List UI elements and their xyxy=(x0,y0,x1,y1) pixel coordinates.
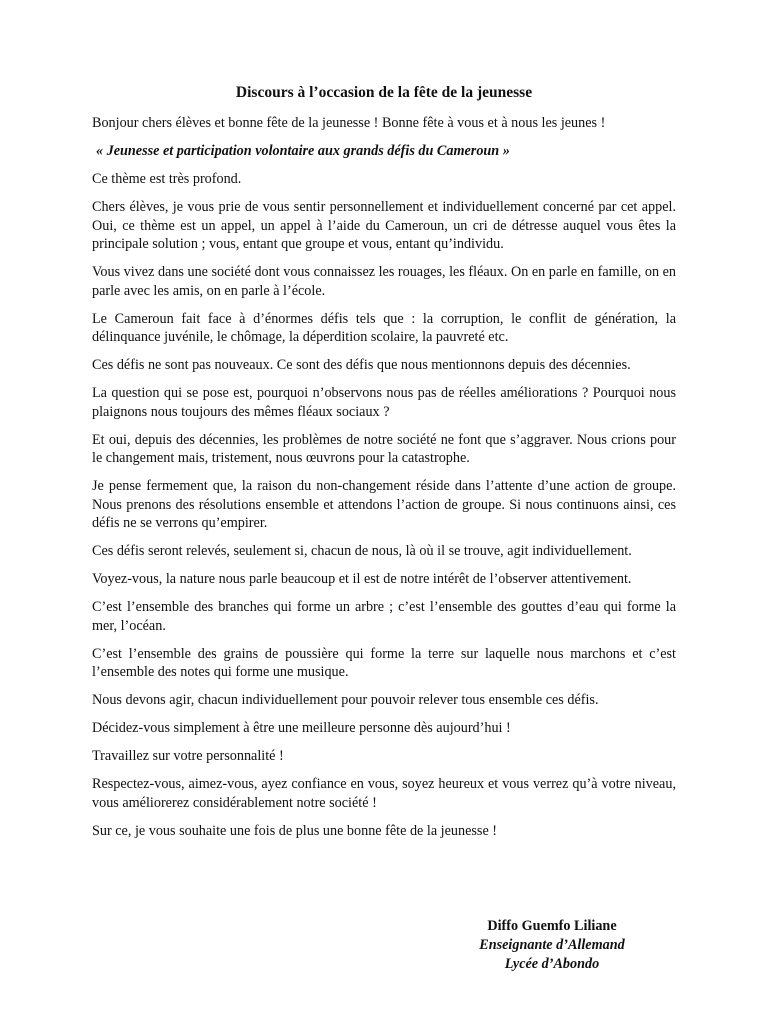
paragraph: C’est l’ensemble des grains de poussière qui forme la terre sur laquelle nous marchons et c’est l’ensemble des notes qui forme une musique. xyxy=(92,645,676,680)
paragraph: Ces défis seront relevés, seulement si, chacun de nous, là où il se trouve, agit individuellement. xyxy=(92,543,632,559)
paragraph-theme: « Jeunesse et participation volontaire aux grands défis du Cameroun » xyxy=(96,143,510,159)
paragraph: Vous vivez dans une société dont vous connaissez les rouages, les fléaux. On en parle en famille, on en parle avec les amis, on en parle à l’école. xyxy=(92,264,677,299)
paragraph: Respectez-vous, aimez-vous, ayez confiance en vous, soyez heureux et vous verrez qu’à votre niveau, vous améliorerez considérablement notre société ! xyxy=(92,776,676,811)
paragraph-closing: Sur ce, je vous souhaite une fois de plus une bonne fête de la jeunesse ! xyxy=(92,822,498,839)
signature-name: Diffo Guemfo Liliane xyxy=(487,918,617,934)
paragraph: C’est l’ensemble des branches qui forme un arbre ; c’est l’ensemble des gouttes d’eau qui forme la mer, l’océan. xyxy=(92,599,676,634)
paragraph-greeting: Bonjour chers élèves et bonne fête de la jeunesse ! Bonne fête à vous et à nous les jeunes ! xyxy=(92,115,606,131)
paragraph: Travaillez sur votre personnalité ! xyxy=(92,748,284,764)
paragraph: Ces défis ne sont pas nouveaux. Ce sont des défis que nous mentionnons depuis des décennies. xyxy=(92,357,631,373)
signature-school: Lycée d’Abondo xyxy=(504,956,600,972)
paragraph: La question qui se pose est, pourquoi n’observons nous pas de réelles améliorations ? Pourquoi nous plaignons nous toujours des mêmes fléaux sociaux ? xyxy=(92,385,676,420)
paragraph: Je pense fermement que, la raison du non-changement réside dans l’attente d’une action de groupe. Nous prenons des résolutions ensemble et attendons l’action de groupe. Si nous continuons ainsi, ces défis ne se verrons qu’empirer. xyxy=(92,478,676,531)
paragraph: Nous devons agir, chacun individuellement pour pouvoir relever tous ensemble ces défis. xyxy=(92,692,599,708)
document-body xyxy=(92,82,676,850)
document-title: Discours à l’occasion de la fête de la jeunesse xyxy=(235,84,533,101)
signature-role: Enseignante d’Allemand xyxy=(479,937,625,953)
paragraph: Décidez-vous simplement à être une meilleure personne dès aujourd’hui ! xyxy=(92,720,511,736)
paragraph: Le Cameroun fait face à d’énormes défis tels que : la corruption, le conflit de génération, la délinquance juvénile, le chômage, la déperdition scolaire, la pauvreté etc. xyxy=(92,310,676,345)
paragraph: Voyez-vous, la nature nous parle beaucoup et il est de notre intérêt de l’observer attentivement. xyxy=(92,571,632,587)
paragraph: Chers élèves, je vous prie de vous sentir personnellement et individuellement concerné par cet appel. Oui, ce thème est un appel, un appel à l’aide du Cameroun, un cri de détresse auquel vous êtes la principale solution ; vous, entant que groupe et vous, entant qu’individu. xyxy=(92,199,676,252)
paragraph: Et oui, depuis des décennies, les problèmes de notre société ne font que s’aggraver. Nous crions pour le changement mais, tristement, nous œuvrons pour la catastrophe. xyxy=(92,431,676,466)
paragraph: Ce thème est très profond. xyxy=(92,171,242,187)
signature-block xyxy=(462,917,642,974)
